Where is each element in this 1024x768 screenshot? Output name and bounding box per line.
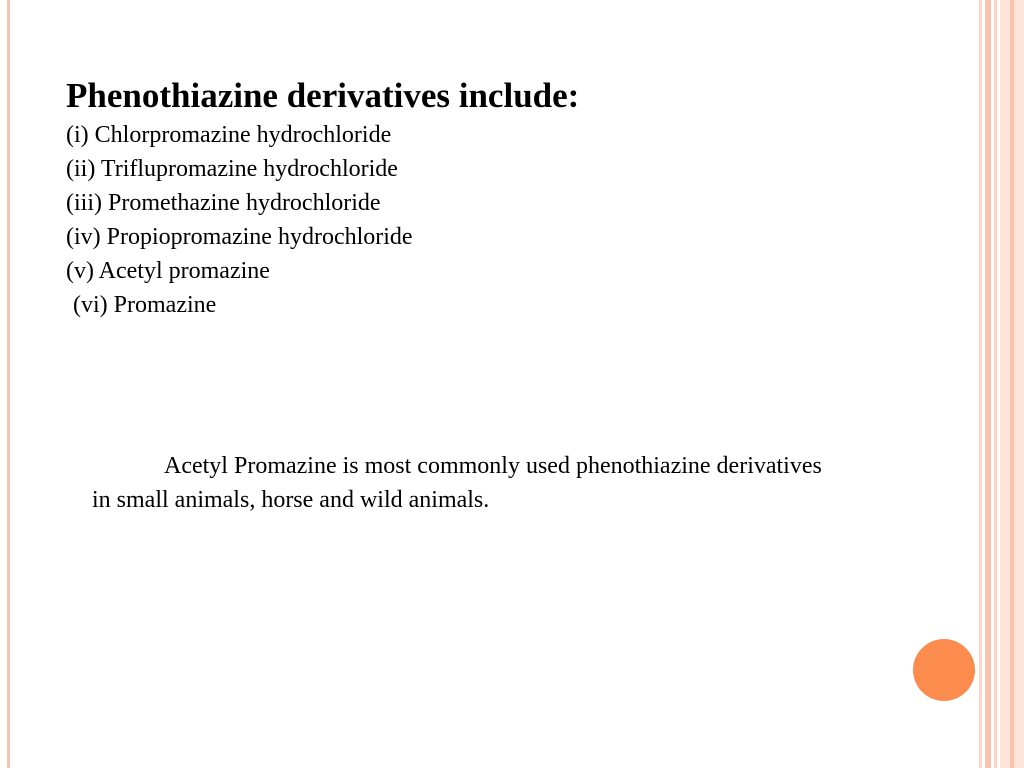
slide-title: Phenothiazine derivatives include: bbox=[66, 76, 580, 115]
paragraph-line: Acetyl Promazine is most commonly used phenothiazine derivatives bbox=[164, 453, 822, 479]
decorative-circle bbox=[913, 639, 975, 701]
list-item: (i) Chlorpromazine hydrochloride bbox=[66, 122, 392, 148]
right-decor-stripe bbox=[979, 0, 982, 768]
right-decor-stripe bbox=[985, 0, 991, 768]
list-item: (vi) Promazine bbox=[73, 292, 217, 318]
right-decor-stripe bbox=[1010, 0, 1014, 768]
right-decor-stripe bbox=[994, 0, 997, 768]
list-item: (iii) Promethazine hydrochloride bbox=[66, 190, 381, 216]
derivatives-list bbox=[66, 118, 413, 322]
left-border-line bbox=[7, 0, 10, 768]
list-item: (v) Acetyl promazine bbox=[66, 258, 270, 284]
list-item: (ii) Triflupromazine hydrochloride bbox=[66, 156, 398, 182]
paragraph-line: in small animals, horse and wild animals. bbox=[92, 487, 490, 513]
body-paragraph bbox=[92, 449, 962, 517]
list-item: (iv) Propiopromazine hydrochloride bbox=[66, 224, 413, 250]
